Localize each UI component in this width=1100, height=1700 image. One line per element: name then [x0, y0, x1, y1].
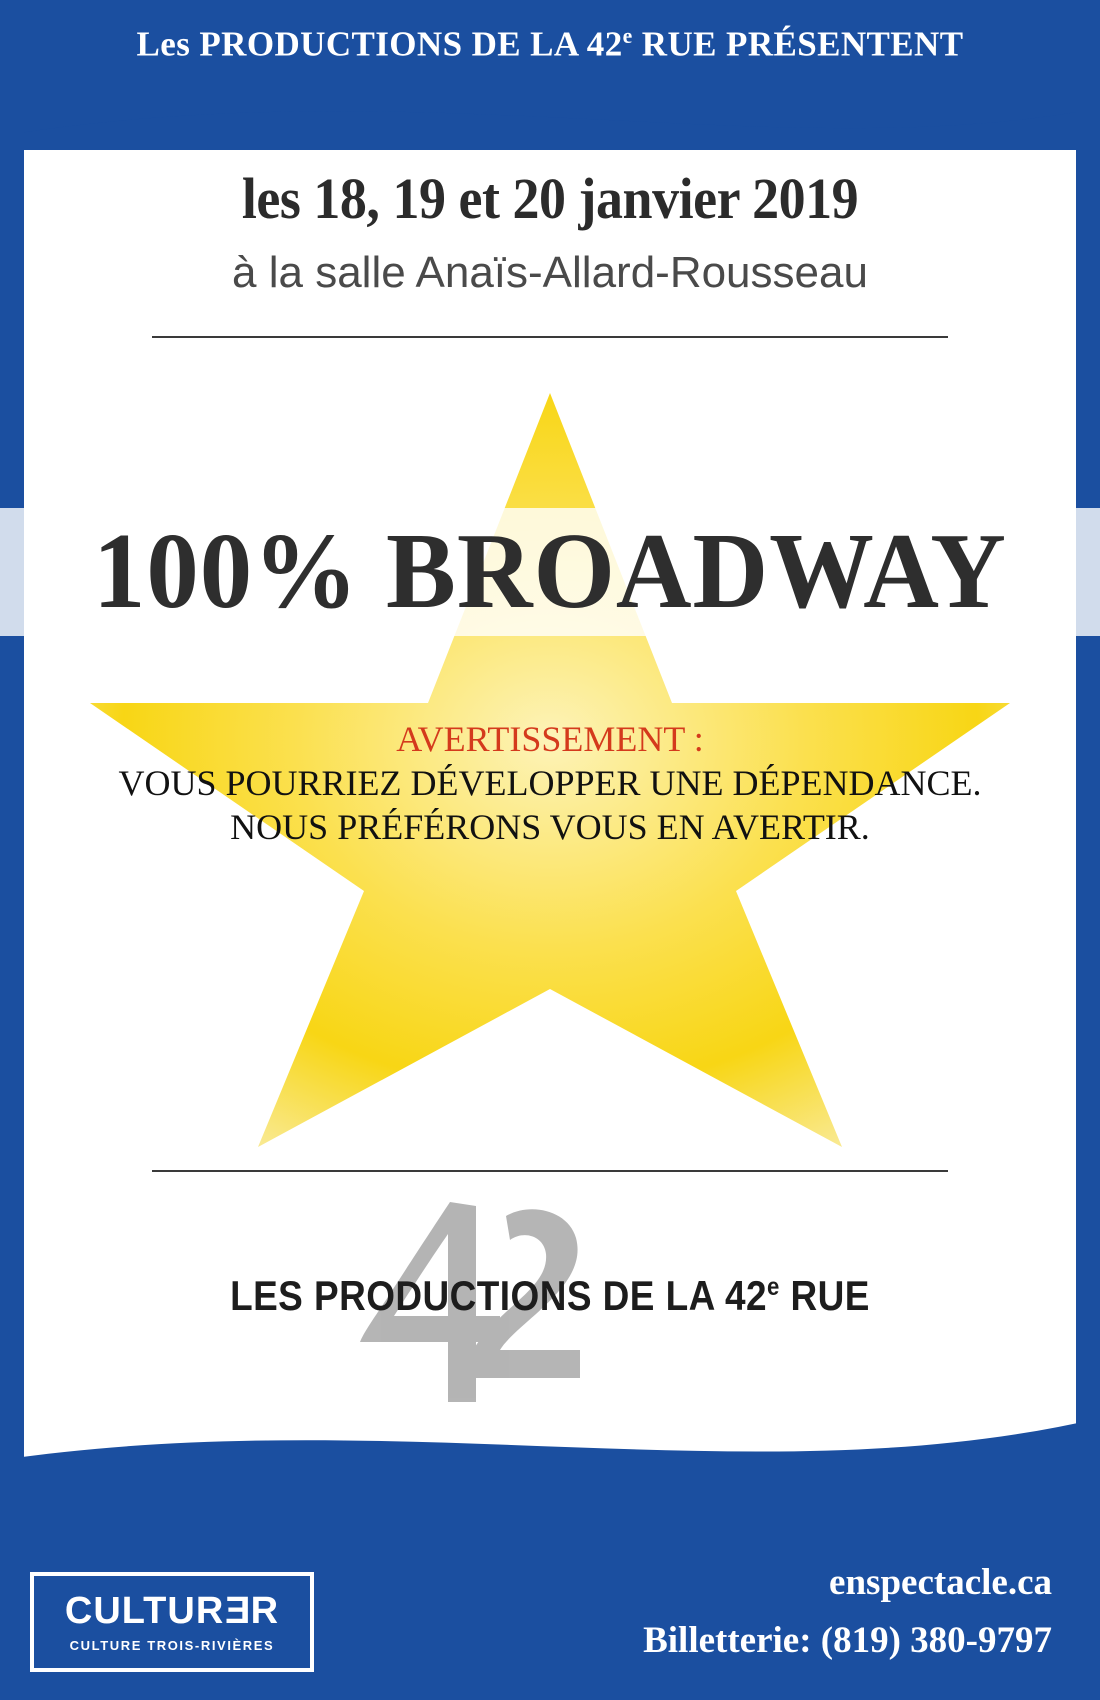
culturer-logo[interactable]	[30, 1572, 314, 1672]
poster-title: 100% BROADWAY	[93, 512, 1007, 631]
website-link[interactable]: enspectacle.ca	[829, 1562, 1052, 1603]
culturer-logo-word	[34, 1590, 310, 1633]
culturer-logo-part2: E	[224, 1590, 251, 1632]
warning-line-1: VOUS POURRIEZ DÉVELOPPER UNE DÉPENDANCE.	[118, 762, 982, 803]
divider-bottom	[152, 1170, 948, 1172]
company-name-end: RUE	[779, 1272, 870, 1319]
presenter-ordinal: e	[622, 24, 633, 48]
ticket-phone[interactable]: Billetterie: (819) 380-9797	[643, 1620, 1052, 1661]
culturer-logo-part1: CULTUR	[64, 1590, 225, 1632]
presenter-header	[0, 24, 1100, 65]
company-name-ordinal: e	[767, 1273, 780, 1301]
show-dates: les 18, 19 et 20 janvier 2019	[241, 166, 859, 231]
presenter-text-end: RUE PRÉSENTENT	[632, 24, 964, 64]
show-venue: à la salle Anaïs-Allard-Rousseau	[232, 248, 868, 297]
culturer-logo-part3: R	[250, 1590, 280, 1632]
company-name-start: LES PRODUCTIONS DE LA 42	[230, 1272, 768, 1319]
warning-block	[0, 718, 1100, 850]
company-name	[66, 1272, 1034, 1320]
culturer-logo-subtitle: CULTURE TROIS-RIVIÈRES	[69, 1638, 275, 1653]
presenter-text-start: Les PRODUCTIONS DE LA 42	[136, 24, 623, 64]
warning-line-2: NOUS PRÉFÉRONS VOUS EN AVERTIR.	[230, 806, 870, 847]
top-wave-divider	[0, 74, 1100, 164]
warning-heading: AVERTISSEMENT :	[396, 719, 704, 759]
divider-top	[152, 336, 948, 338]
